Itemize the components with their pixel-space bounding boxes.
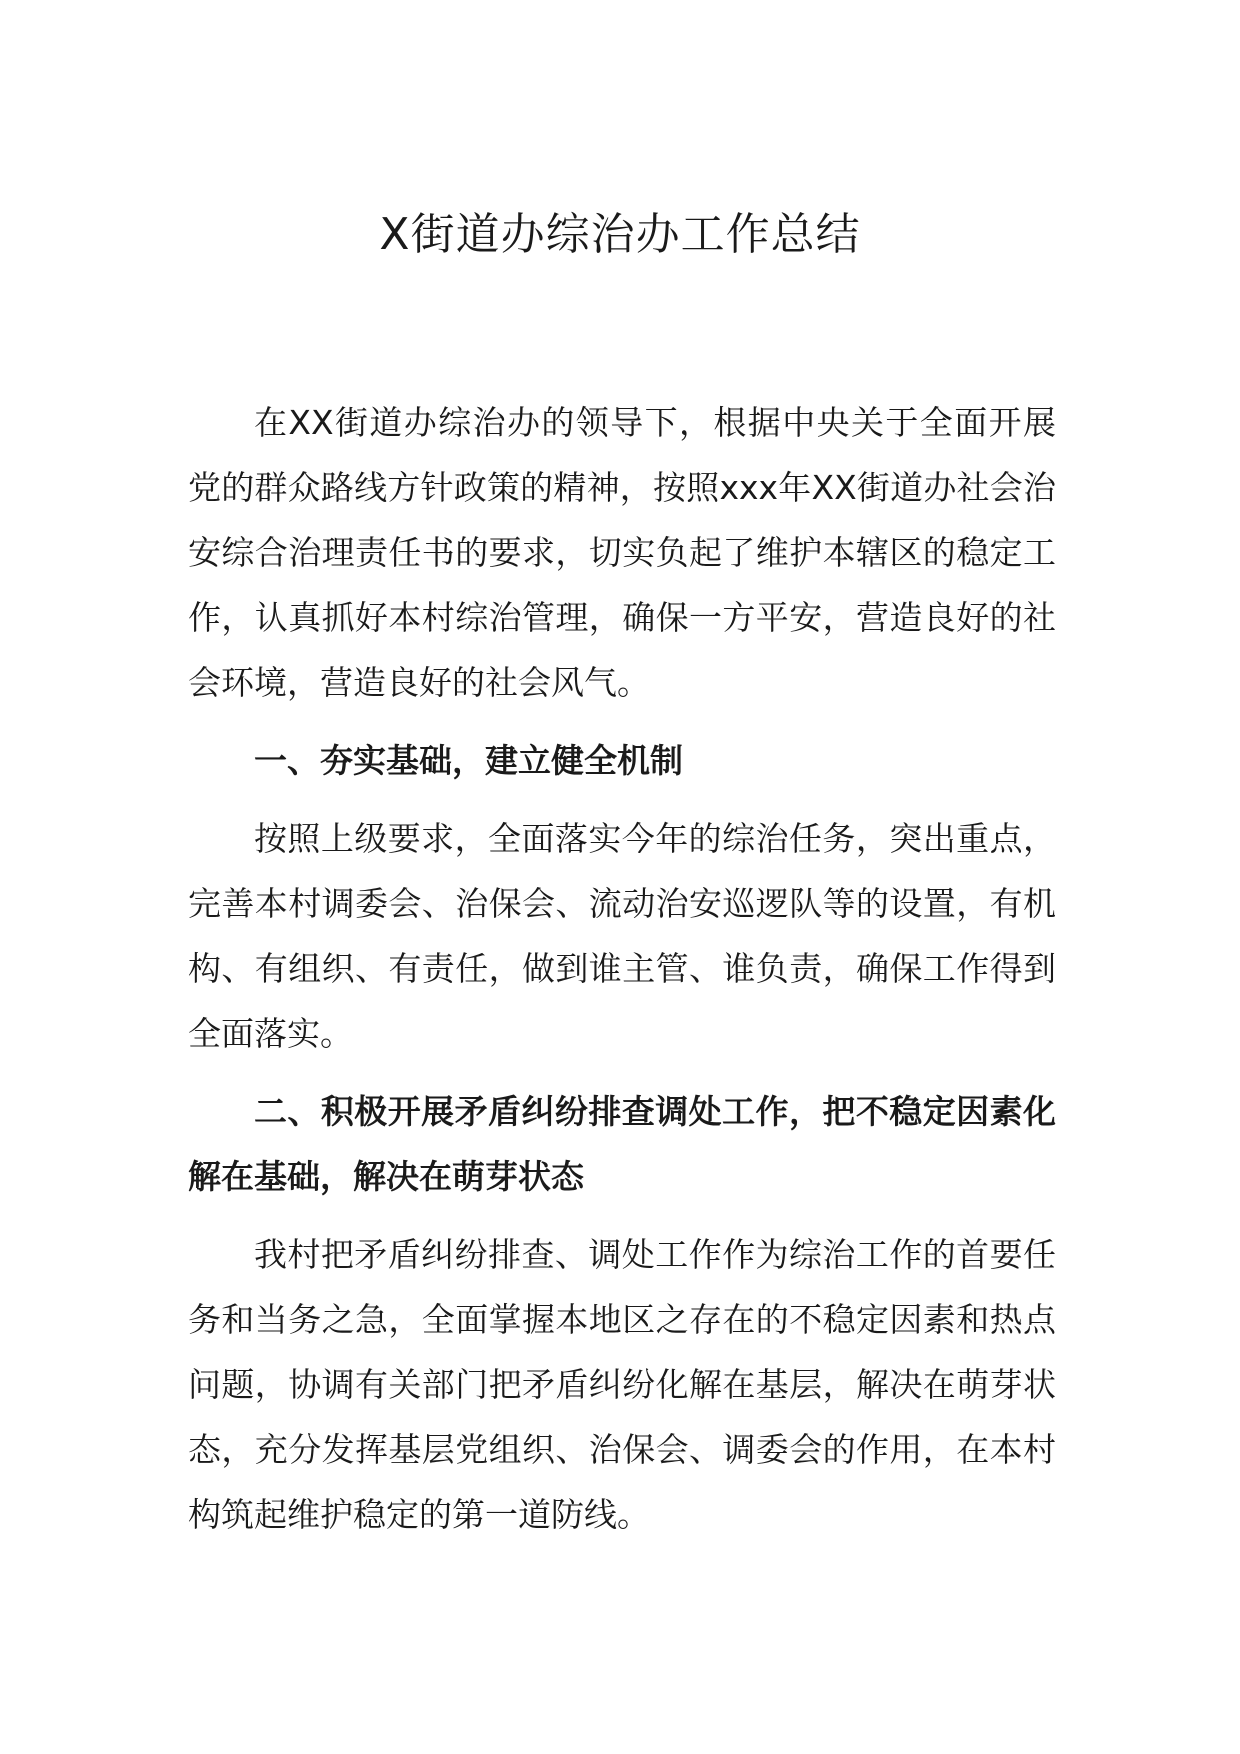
section-2-paragraph: 我村把矛盾纠纷排查、调处工作作为综治工作的首要任务和当务之急，全面掌握本地区之存在的不稳定因素和热点问题，协调有关部门把矛盾纠纷化解在基层，解决在萌芽状态，充分发挥基层党组织、治保会、调委会的作用，在本村构筑起维护稳定的第一道防线。 (188, 1235, 1056, 1534)
section-2-heading: 二、积极开展矛盾纠纷排查调处工作，把不稳定因素化解在基础，解决在萌芽状态 (188, 1092, 1056, 1196)
section-1-heading: 一、夯实基础，建立健全机制 (254, 741, 683, 780)
intro-paragraph: 在XX街道办综治办的领导下，根据中央关于全面开展党的群众路线方针政策的精神，按照xxx年XX街道办社会治安综合治理责任书的要求，切实负起了维护本辖区的稳定工作，认真抓好本村综治管理，确保一方平安，营造良好的社会环境，营造良好的社会风气。 (188, 403, 1056, 702)
document-body (188, 390, 1056, 1560)
section-1-paragraph: 按照上级要求，全面落实今年的综治任务，突出重点，完善本村调委会、治保会、流动治安巡逻队等的设置，有机构、有组织、有责任，做到谁主管、谁负责，确保工作得到全面落实。 (188, 819, 1056, 1053)
document-title: X街道办综治办工作总结 (379, 209, 861, 260)
